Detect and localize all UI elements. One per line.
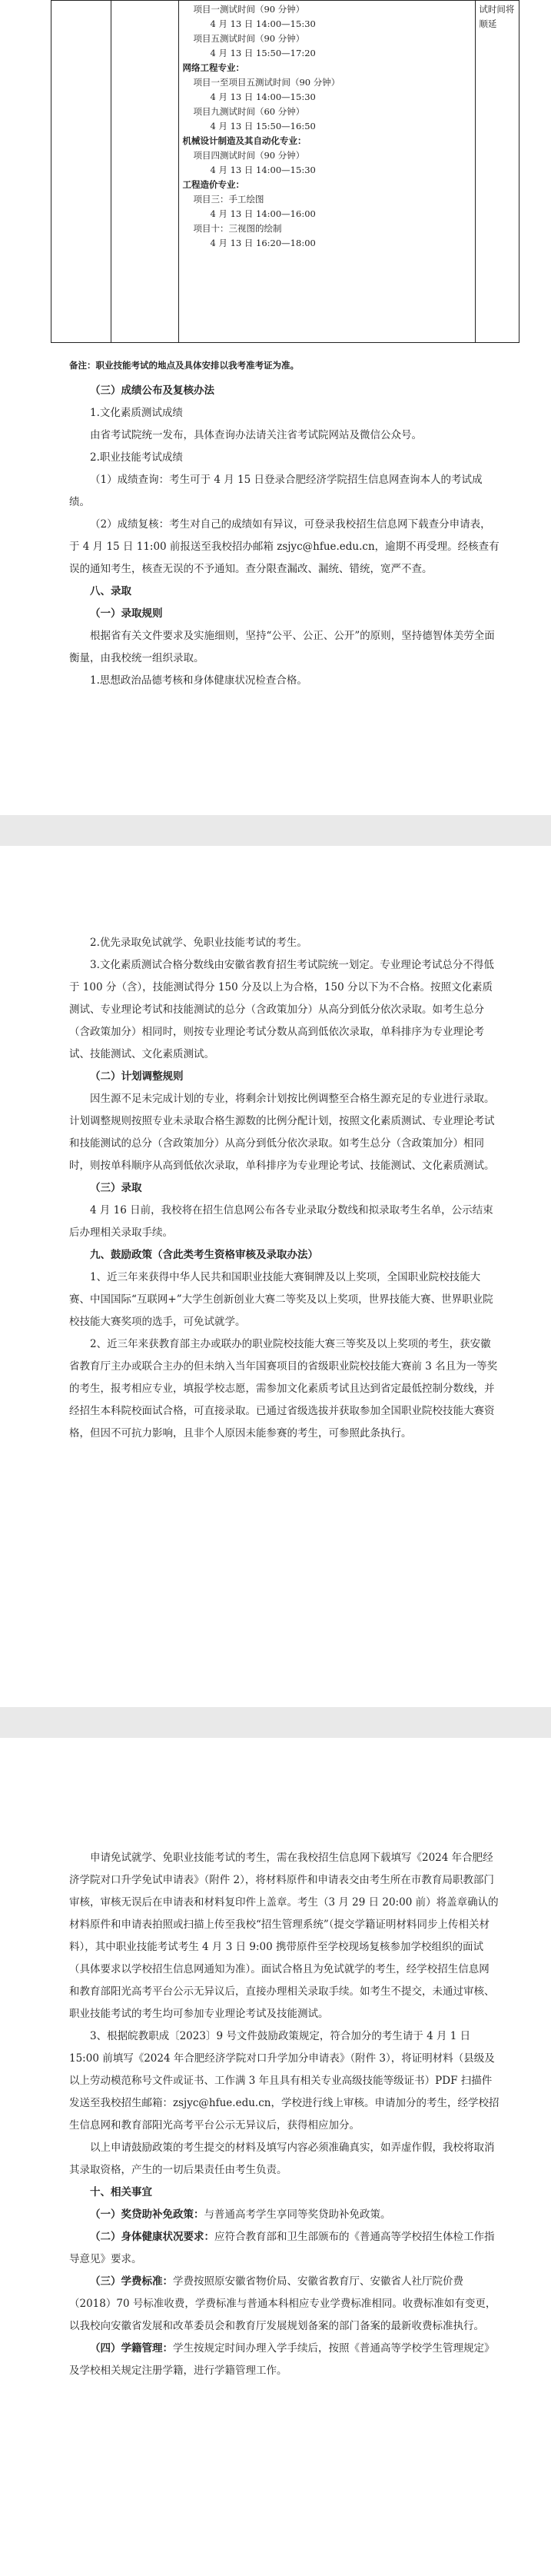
paragraph: [69, 2338, 500, 2382]
table-note: 备注：职业技能考试的地点及具体安排以我考准考证为准。: [69, 360, 299, 371]
table-cell-empty: [111, 1, 179, 343]
schedule-line: 4 月 13 日 15:50—17:20: [210, 48, 316, 58]
schedule-line: 项目五测试时间（90 分钟）: [193, 33, 305, 44]
label: （一）奖贷助补免政策：: [90, 2208, 204, 2221]
page-3: [0, 1738, 551, 2576]
paragraph: 2、近三年来获教育部主办或联办的职业院校技能大赛三等奖及以上奖项的考生，获安徽省教育厅主办或联合主办的但未纳入当年国赛项目的省级职业院校技能大赛前 3 名且为一等奖的考生，报考相应专业，填报学校志愿，需参加文化素质考试且达到省定最低控制分数线，并经招生本科院校面试合格，可直接录取。已通过省级选拔并获取参加全国职业院校技能大赛资格，但因不可抗力影响，且非个人原因未能参赛的考生，可参照此条执行。: [69, 1338, 498, 1439]
schedule-line: 项目一测试时间（90 分钟）: [193, 4, 305, 15]
schedule-line: 4 月 13 日 14:00—16:00: [210, 208, 316, 219]
paragraph: 根据省有关文件要求及实施细则，坚持“公平、公正、公开”的原则，坚持德智体美劳全面衡量，由我校统一组织录取。: [69, 630, 495, 664]
schedule-line: 4 月 13 日 16:20—18:00: [210, 238, 316, 248]
heading-related: 十、相关事宜: [90, 2186, 152, 2198]
schedule-line: 4 月 13 日 14:00—15:30: [210, 165, 316, 175]
schedule-line: 4 月 13 日 14:00—15:30: [210, 18, 316, 29]
paragraph: 申请免试就学、免职业技能考试的考生，需在我校招生信息网下载填写《2024 年合肥经济学院对口升学免试申请表》（附件 2），将材料原件和申请表交由考生所在市教育局职教部门审核，审核无误后在申请表和材料复印件上盖章。考生（3 月 29 日 20:00 前）将盖章确认的材料原件和申请表拍照或扫描上传至我校“招生管理系统”（提交学籍证明材料同步上传相关材料），其中职业技能考试考生 4 月 3 日 9:00 携带原件至学校现场复核参加学校组织的面试（具体要求以学校招生信息网通知为准）。面试合格且为免试就学的考生，经学校招生信息网和教育部阳光高考平台公示无异议后，直接办理相关录取手续。如考生不提交，未通过审核、职业技能考试的考生均可参加专业理论考试及技能测试。: [69, 1852, 499, 2020]
schedule-line: 项目三：手工绘图: [193, 194, 264, 205]
paragraph: 3.文化素质测试合格分数线由安徽省教育招生考试院统一划定。专业理论考试总分不得低于 100 分（含），技能测试得分 150 分及以上为合格，150 分以下为不合格。按照文化素质测试、专业理论考试和技能测试的总分（含政策加分）从高分到低分依次录取。如考生总分（含政策加分）相同时，则按专业理论考试分数从高到低依次录取，单科排序为专业理论考试、技能测试、文化素质测试。: [69, 959, 494, 1060]
table-cell-empty: [51, 1, 111, 343]
paragraph: 3、根据皖教职成〔2023〕9 号文件鼓励政策规定，符合加分的考生请于 4 月 1 日 15:00 前填写《2024 年合肥经济学院对口升学加分申请表》（附件 3），将证明材料（县级及以上劳动模范称号文件或证书、工作满 3 年且具有相关专业高级技能等级证书）PDF 扫描件发送至我校招生邮箱：zsjyc@hfue.edu.cn，学校进行线上审核。申请加分的考生，经学校招生信息网和教育部阳光高考平台公示无异议后，获得相应加分。: [69, 2030, 500, 2132]
paragraph: 4 月 16 日前，我校将在招生信息网公布各专业录取分数线和拟录取考生名单，公示结束后办理相关录取手续。: [69, 1204, 493, 1239]
paragraph: 以上申请鼓励政策的考生提交的材料及填写内容必须准确真实，如弄虚作假，我校将取消其录取资格，产生的一切后果责任由考生负责。: [69, 2142, 495, 2176]
schedule-line: 4 月 13 日 14:00—15:30: [210, 92, 316, 102]
paragraph: [69, 2226, 500, 2271]
paragraph: [69, 2271, 500, 2338]
text: 与普通高考学生享同等奖贷助补免政策。: [204, 2208, 391, 2221]
heading-results: （三）成绩公布及复核办法: [90, 384, 214, 397]
paragraph: 1.思想政治品德考核和身体健康状况检查合格。: [90, 674, 307, 687]
paragraph: 2.职业技能考试成绩: [90, 451, 183, 464]
page-2: [0, 846, 551, 1707]
exam-schedule-table: [51, 0, 519, 343]
section-incentives-cont: [69, 1847, 500, 2382]
schedule-line: 项目十：三视图的绘制: [193, 223, 282, 234]
text: 学生按规定时间办理入学手续后，按照《普通高等学校学生管理规定》及学校相关规定注册学籍，进行学籍管理工作。: [69, 2342, 495, 2377]
text: 学费按照原安徽省物价局、安徽省教育厅、安徽省人社厅院价费（2018）70 号标准收费，学费标准与普通本科相应专业学费标准相同。收费标准如有变更，以我校向安徽省发展和改革委员会和教育厅发展规划备案的部门备案的最新收费标准执行。: [69, 2275, 496, 2332]
remark-cell: [476, 1, 519, 343]
schedule-line: 4 月 13 日 15:50—16:50: [210, 121, 316, 131]
text: 应符合教育部和卫生部颁布的《普通高等学校招生体检工作指导意见》要求。: [69, 2231, 495, 2265]
schedule-line: 网络工程专业：: [182, 62, 244, 73]
remark-text: 试时间将顺延: [479, 4, 515, 29]
paragraph: [69, 2204, 500, 2226]
schedule-line: 项目四测试时间（90 分钟）: [193, 150, 305, 161]
section-results: [69, 380, 500, 692]
label: （四）学籍管理：: [90, 2342, 173, 2355]
paragraph: （1）成绩查询：考生可于 4 月 15 日登录合肥经济学院招生信息网查询本人的考试成绩。: [69, 474, 483, 508]
paragraph: 1.文化素质测试成绩: [90, 407, 183, 419]
schedule-line: 工程造价专业：: [182, 179, 244, 190]
paragraph: 1、近三年来获得中华人民共和国职业技能大赛铜牌及以上奖项，全国职业院校技能大赛、中国国际“互联网+”大学生创新创业大赛二等奖及以上奖项，世界技能大赛、世界职业院校技能大赛奖项的选手，可免试就学。: [69, 1271, 493, 1328]
paragraph: 因生源不足未完成计划的专业，将剩余计划按比例调整至合格生源充足的专业进行录取。计划调整规则按照专业未录取合格生源数的比例分配计划，按照文化素质测试、专业理论考试和技能测试的总分（含政策加分）从高分到低分依次录取。如考生总分（含政策加分）相同时，则按单科顺序从高到低依次录取，单科排序为专业理论考试、技能测试、文化素质测试。: [69, 1093, 495, 1172]
heading-incentives: 九、鼓励政策（含此类考生资格审核及录取办法）: [90, 1249, 318, 1261]
heading-plan-adjust: （二）计划调整规则: [90, 1070, 184, 1083]
label: （三）学费标准：: [90, 2275, 173, 2288]
label: （二）身体健康状况要求：: [90, 2231, 214, 2243]
paragraph: （2）成绩复核：考生对自己的成绩如有异议，可登录我校招生信息网下载查分申请表，于 4 月 15 日 11:00 前报送至我校招办邮箱 zsjyc@hfue.edu.cn，逾期不再受理。经核查有误的通知考生，核查无误的不予通知。查分限查漏改、漏统、错统，宽严不查。: [69, 518, 500, 575]
section-admission-cont: [69, 932, 500, 1445]
schedule-line: 项目一至项目五测试时间（90 分钟）: [193, 77, 340, 88]
paragraph: 由省考试院统一发布，具体查询办法请关注省考试院网站及微信公众号。: [90, 429, 422, 441]
heading-admission-rules: （一）录取规则: [90, 607, 163, 620]
schedule-line: 机械设计制造及其自动化专业：: [182, 135, 307, 146]
schedule-line: 项目九测试时间（60 分钟）: [193, 106, 305, 117]
heading-admit: （三）录取: [90, 1182, 142, 1194]
page-1: [0, 0, 551, 815]
schedule-lines-cell: [179, 1, 476, 343]
heading-admission: 八、录取: [90, 585, 131, 597]
paragraph: 2.优先录取免试就学、免职业技能考试的考生。: [90, 937, 307, 949]
